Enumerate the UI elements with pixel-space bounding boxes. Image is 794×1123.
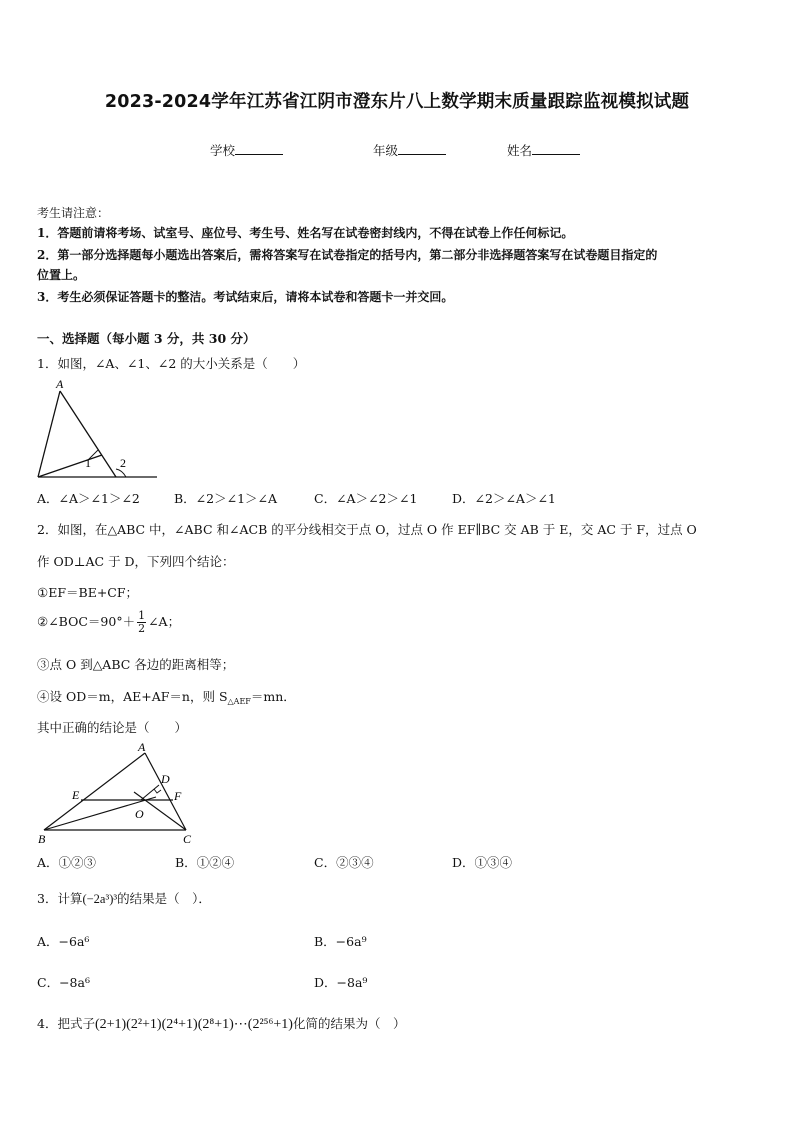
q1-option-c[interactable]: C．∠A＞∠2＞∠1 <box>314 491 418 506</box>
q3-option-d[interactable]: D．−8a⁹ <box>314 975 368 990</box>
notice-heading: 考生请注意： <box>37 206 110 220</box>
q2-option-c[interactable]: C．②③④ <box>314 855 374 870</box>
q1-label-a: A <box>56 377 64 391</box>
q2-label-e: E <box>72 788 80 802</box>
q2-conclusion-1: ①EF＝BE+CF； <box>37 585 139 600</box>
q2-label-a: A <box>138 740 146 754</box>
q4-stem-prefix: 4．把式子 <box>37 1016 95 1031</box>
name-blank <box>532 142 580 155</box>
q3-expression: (−2a³)³ <box>82 892 118 906</box>
grade-blank <box>398 142 446 155</box>
section-heading: 一、选择题（每小题 3 分，共 30 分） <box>37 331 256 346</box>
q2-stem-line2: 作 OD⊥AC 于 D，下列四个结论： <box>37 554 235 569</box>
school-label: 学校 <box>210 143 236 158</box>
q2-label-c: C <box>183 832 192 846</box>
q2-stem-line1: 2．如图，在△ABC 中，∠ABC 和∠ACB 的平分线相交于点 O，过点 O 作 EF∥BC 交 AB 于 E，交 AC 于 F，过点 O <box>37 522 697 537</box>
q3-stem-suffix: 的结果是（ ）． <box>117 891 211 906</box>
q2-c4-suffix: ＝mn． <box>250 689 296 704</box>
q2-label-d: D <box>161 772 170 786</box>
q2-conclusion-4 <box>37 687 296 706</box>
q3-stem <box>37 889 211 907</box>
q3-option-b[interactable]: B．−6a⁹ <box>314 934 367 949</box>
q2-c2-num: 1 <box>138 609 146 622</box>
q1-label-2: 2 <box>120 456 126 470</box>
grade-field <box>373 141 446 159</box>
q2-option-b[interactable]: B．①②④ <box>175 855 235 870</box>
q2-c4-sub: △AEF <box>227 697 251 706</box>
q2-c4-prefix: ④设 OD＝m，AE+AF＝n，则 S <box>37 689 228 704</box>
q2-figure <box>34 740 199 848</box>
q1-option-a[interactable]: A．∠A＞∠1＞∠2 <box>37 491 140 506</box>
q1-label-1: 1 <box>85 456 91 470</box>
notice-item-2: 2．第一部分选择题每小题选出答案后，需将答案写在试卷指定的括号内，第二部分非选择题答案写在试卷题目指定的 <box>37 248 658 262</box>
school-blank <box>235 142 283 155</box>
q1-option-d[interactable]: D．∠2＞∠A＞∠1 <box>452 491 556 506</box>
q2-label-f: F <box>174 789 182 803</box>
q1-option-b[interactable]: B．∠2＞∠1＞∠A <box>174 491 278 506</box>
notice-item-2-cont: 位置上。 <box>37 268 86 282</box>
q4-expression: (2+1)(2²+1)(2⁴+1)(2⁸+1)⋯(2²⁵⁶+1) <box>94 1017 293 1032</box>
q3-stem-prefix: 3．计算 <box>37 891 83 906</box>
q2-c2-fraction <box>137 610 146 635</box>
q2-conclusion-3: ③点 O 到△ABC 各边的距离相等； <box>37 657 235 672</box>
q1-figure <box>32 376 162 482</box>
q4-stem-suffix: 化简的结果为（ ） <box>292 1016 406 1031</box>
q2-c2-suffix: ∠A； <box>148 614 181 629</box>
q2-label-b: B <box>38 832 46 846</box>
q2-option-a[interactable]: A．①②③ <box>37 855 97 870</box>
q2-c2-prefix: ②∠BOC＝90°＋ <box>37 614 136 629</box>
q2-c2-den: 2 <box>138 622 146 635</box>
q3-option-a[interactable]: A．−6a⁶ <box>37 934 90 949</box>
name-field <box>507 141 580 159</box>
q4-stem <box>37 1014 406 1033</box>
q1-stem: 1．如图，∠A、∠1、∠2 的大小关系是（ ） <box>37 356 306 371</box>
name-label: 姓名 <box>507 143 533 158</box>
exam-title: 2023-2024学年江苏省江阴市澄东片八上数学期末质量跟踪监视模拟试题 <box>104 92 690 112</box>
q2-option-d[interactable]: D．①③④ <box>452 855 513 870</box>
school-field <box>210 141 283 159</box>
q3-option-c[interactable]: C．−8a⁶ <box>37 975 90 990</box>
notice-item-3: 3．考生必须保证答题卡的整洁。考试结束后，请将本试卷和答题卡一并交回。 <box>37 290 454 304</box>
q2-conclusion-2 <box>37 610 180 635</box>
q2-label-o: O <box>135 807 144 821</box>
notice-item-1: 1．答题前请将考场、试室号、座位号、考生号、姓名写在试卷密封线内，不得在试卷上作任何标记。 <box>37 226 574 240</box>
grade-label: 年级 <box>373 143 399 158</box>
q2-question: 其中正确的结论是（ ） <box>37 720 188 735</box>
